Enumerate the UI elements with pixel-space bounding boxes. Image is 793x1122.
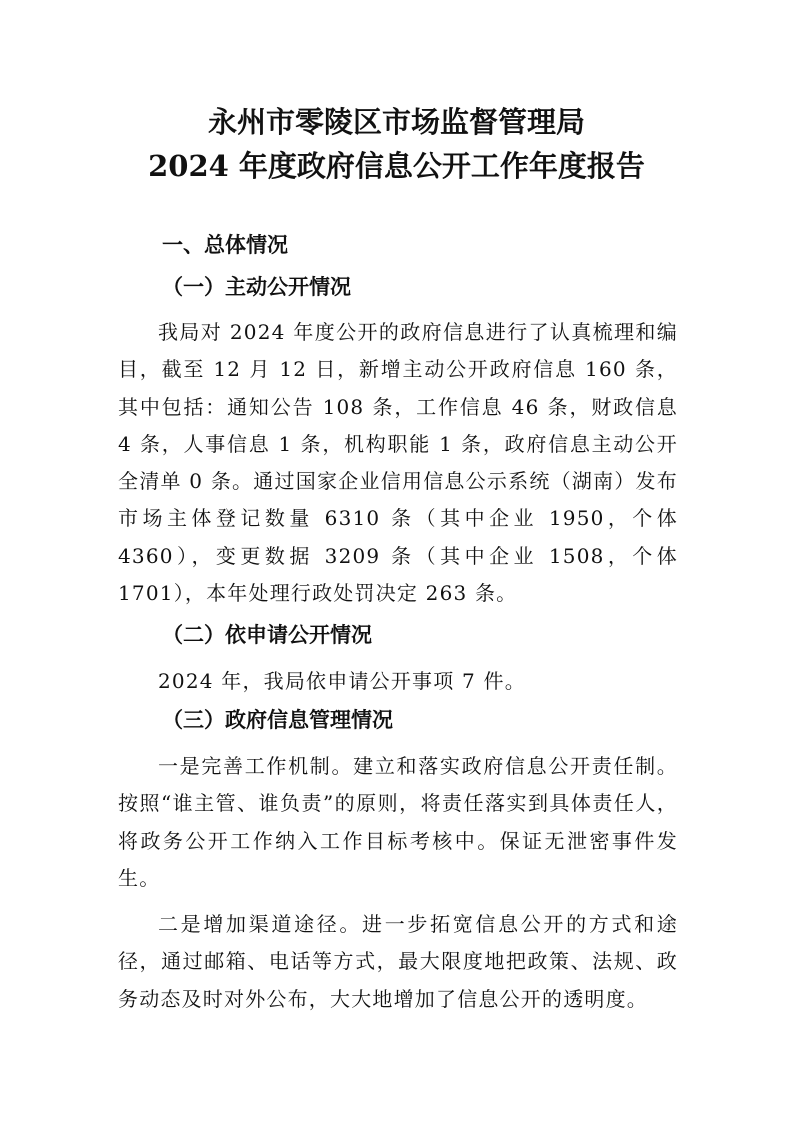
paragraph-on-request: 2024 年，我局依申请公开事项 7 件。 — [158, 669, 526, 693]
subsection-heading-management: （三）政府信息管理情况 — [162, 707, 393, 732]
subsection-heading-proactive: （一）主动公开情况 — [162, 274, 351, 299]
section-heading-overview: 一、总体情况 — [162, 232, 288, 257]
paragraph-management-2: 二是增加渠道途径。进一步拓宽信息公开的方式和途径，通过邮箱、电话等方式，最大限度地把政策、法规、政务动态及时对外公布，大大地增加了信息公开的透明度。 — [118, 912, 678, 1011]
paragraph-proactive: 我局对 2024 年度公开的政府信息进行了认真梳理和编目，截至 12 月 12 日，新增主动公开政府信息 160 条，其中包括：通知公告 108 条，工作信息 46 条，财政信息 4 条，人事信息 1 条，机构职能 1 条，政府信息主动公开全清单 0 条。通过国家企业信用信息公示系统（湖南）发布市场主体登记数量 6310 条（其中企业 1950，个体 4360），变更数据 3209 条（其中企业 1508，个体 1701），本年处理行政处罚决定 263 条。 — [118, 320, 678, 606]
document-title-line1: 永州市零陵区市场监督管理局 — [207, 105, 585, 139]
paragraph-management-1: 一是完善工作机制。建立和落实政府信息公开责任制。按照“谁主管、谁负责”的原则，将责任落实到具体责任人，将政务公开工作纳入工作目标考核中。保证无泄密事件发生。 — [118, 754, 678, 890]
document-title-line2: 2024 年度政府信息公开工作年度报告 — [148, 149, 645, 183]
subsection-heading-on-request: （二）依申请公开情况 — [162, 622, 372, 647]
